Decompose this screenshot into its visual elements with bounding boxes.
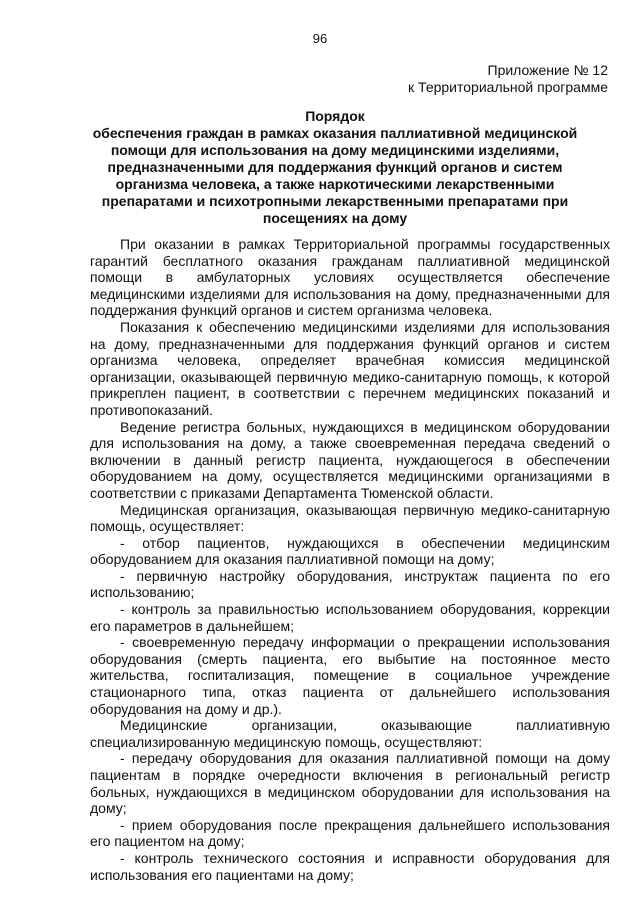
title-line-4: организма человека, а также наркотическими лекарственными <box>115 176 555 192</box>
title-line-1: обеспечения граждан в рамках оказания паллиативной медицинской <box>92 125 578 141</box>
paragraph: Ведение регистра больных, нуждающихся в медицинском оборудовании для использования на дому, а также своевременная передача сведений о включении в данный регистр пациента, нуждающегося в обеспечении оборудованием на дому, осуществляется медицинскими организациями в соответствии с приказами Департамента Тюменской области. <box>90 418 610 501</box>
appendix-reference <box>408 62 608 96</box>
paragraph: Медицинская организация, оказывающая первичную медико-санитарную помощь, осуществляет: <box>90 501 610 535</box>
title-line-3: предназначенными для поддержания функций органов и систем <box>107 159 563 175</box>
list-item: - первичную настройку оборудования, инструктаж пациента по его использованию; <box>90 567 610 601</box>
list-item: - отбор пациентов, нуждающихся в обеспечении медицинским оборудованием для оказания паллиативной помощи на дому; <box>90 534 610 568</box>
page-number: 96 <box>312 31 328 46</box>
paragraph: При оказании в рамках Территориальной программы государственных гарантий бесплатного оказания гражданам паллиативной медицинской помощи в амбулаторных условиях осуществляется обеспечение медицинскими изделиями для использования на дому, предназначенными для поддержания функций органов и систем организма человека. <box>90 236 610 319</box>
paragraph: Медицинские организации, оказывающие паллиативную специализированную медицинскую помощь, осуществляют: <box>90 717 610 750</box>
appendix-line-1: Приложение № 12 <box>487 62 608 78</box>
list-item: - передачу оборудования для оказания паллиативной помощи на дому пациентам в порядке очередности включения в региональный регистр больных, нуждающихся в медицинском оборудовании для использования на дому; <box>90 750 610 817</box>
list-item: - своевременную передачу информации о прекращении использования оборудования (смерть пациента, его выбытие на постоянное место жительства, госпитализация, помещение в социальное учреждение стационарного типа, отказ пациента от дальнейшего использования оборудования на дому и др.). <box>90 634 610 717</box>
document-title <box>70 108 600 227</box>
paragraph: Показания к обеспечению медицинскими изделиями для использования на дому, предназначенными для поддержания функций органов и систем организма человека, определяет врачебная комиссия медицинской организации, оказывающей первичную медико-санитарную помощь, к которой прикреплен пациент, в соответствии с перечнем медицинских показаний и противопоказаний. <box>90 318 610 418</box>
appendix-line-2: к Территориальной программе <box>408 79 608 95</box>
title-heading: Порядок <box>305 108 365 124</box>
title-line-2: помощи для использования на дому медицинскими изделиями, <box>110 142 560 158</box>
document-body <box>90 236 610 883</box>
title-line-5: препаратами и психотропными лекарственными препаратами при <box>101 193 569 209</box>
list-item: - контроль технического состояния и исправности оборудования для использования его пациентами на дому; <box>90 849 610 883</box>
title-line-6: посещениях на дому <box>262 210 408 226</box>
list-item: - контроль за правильностью использованием оборудования, коррекции его параметров в дальнейшем; <box>90 601 610 634</box>
list-item: - прием оборудования после прекращения дальнейшего использования его пациентом на дому; <box>90 816 610 850</box>
